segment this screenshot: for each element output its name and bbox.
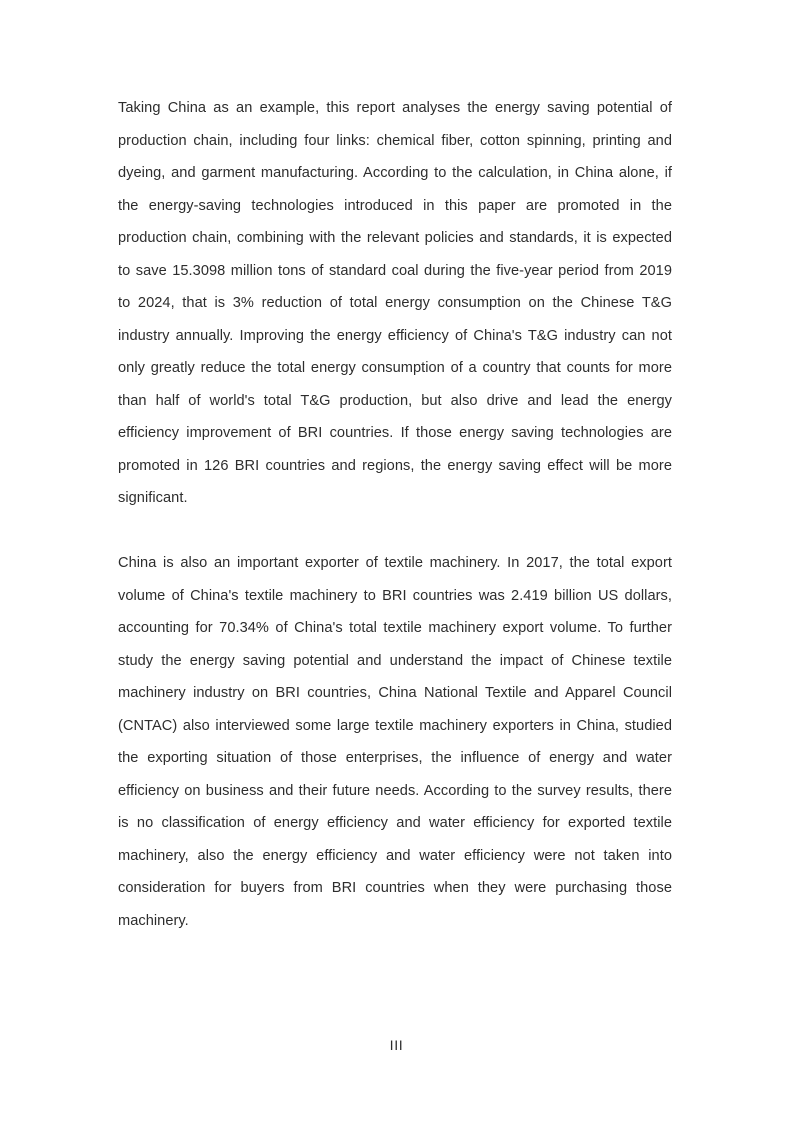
paragraph-textile-machinery-export: China is also an important exporter of textile machinery. In 2017, the total export volume of China's textile machinery to BRI countries was 2.419 billion US dollars, accounting for 70.34% of China's total textile machinery export volume. To further study the energy saving potential and understand the impact of Chinese textile machinery industry on BRI countries, China National Textile and Apparel Council (CNTAC) also interviewed some large textile machinery exporters in China, studied the exporting situation of those enterprises, the influence of energy and water efficiency on business and their future needs. According to the survey results, there is no classification of energy efficiency and water efficiency for exported textile machinery, also the energy efficiency and water efficiency were not taken into consideration for buyers from BRI countries when they were purchasing those machinery. (118, 555, 672, 929)
page-footer (0, 1036, 793, 1056)
paragraph-energy-saving-potential: Taking China as an example, this report analyses the energy saving potential of production chain, including four links: chemical fiber, cotton spinning, printing and dyeing, and garment manufacturing. According to the calculation, in China alone, if the energy-saving technologies introduced in this paper are promoted in the production chain, combining with the relevant policies and standards, it is expected to save 15.3098 million tons of standard coal during the five-year period from 2019 to 2024, that is 3% reduction of total energy consumption on the Chinese T&G industry annually. Improving the energy efficiency of China's T&G industry can not only greatly reduce the total energy consumption of a country that counts for more than half of world's total T&G production, but also drive and lead the energy efficiency improvement of BRI countries. If those energy saving technologies are promoted in 126 BRI countries and regions, the energy saving effect will be more significant. (118, 100, 672, 506)
body-text-column (118, 92, 672, 937)
page-number: III (389, 1038, 404, 1054)
